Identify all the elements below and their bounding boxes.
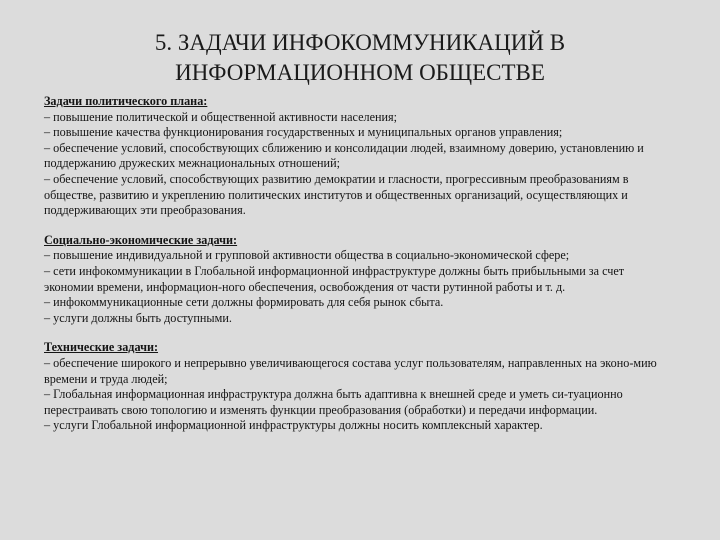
section-heading: Задачи политического плана: [44,94,208,108]
section-political [44,94,676,219]
title-line-2: ИНФОРМАЦИОННОМ ОБЩЕСТВЕ [175,60,545,85]
section-technical [44,340,676,434]
list-item: – сети инфокоммуникации в Глобальной информационной инфраструктуре должны быть прибыльными за счет экономии времени, информацион-ного обеспечения, освобождения от части рутинной работы и т. д. [44,263,625,294]
list-item: – обеспечение условий, способствующих развитию демократии и гласности, прогрессивным преобразованиям в обществе, развитию и укреплению политических институтов и общественных организаций, осуществляющих и поддерживающих эти преобразования. [44,171,629,218]
list-item: – повышение индивидуальной и групповой активности общества в социально-экономической сфере; [44,248,570,263]
title-line-1: 5. ЗАДАЧИ ИНФОКОММУНИКАЦИЙ В [154,30,566,55]
list-item: – Глобальная информационная инфраструктура должна быть адаптивна к внешней среде и уметь си-туационно перестраивать свою топологию и изменять функции преобразования (обработки) и передачи информации. [44,387,623,417]
list-item: – повышение политической и общественной активности населения; [44,109,398,124]
list-item: – услуги должны быть доступными. [44,310,232,325]
slide-body [44,94,676,434]
section-heading: Технические задачи: [44,340,159,355]
section-socio-economic [44,233,676,327]
list-item: – повышение качества функционирования государственных и муниципальных органов управления; [44,125,563,140]
section-heading: Социально-экономические задачи: [44,232,238,247]
list-item: – обеспечение широкого и непрерывно увеличивающегося состава услуг пользователям, направленных на эконо-мию времени и труда людей; [44,355,657,386]
list-item: – обеспечение условий, способствующих сближению и консолидации людей, взаимному доверию, установлению и поддержанию дружеских межнациональных отношений; [44,140,644,171]
slide-title [0,28,720,88]
list-item: – инфокоммуникационные сети должны формировать для себя рынок сбыта. [44,295,444,310]
list-item: – услуги Глобальной информационной инфраструктуры должны носить комплексный характер. [44,418,543,433]
